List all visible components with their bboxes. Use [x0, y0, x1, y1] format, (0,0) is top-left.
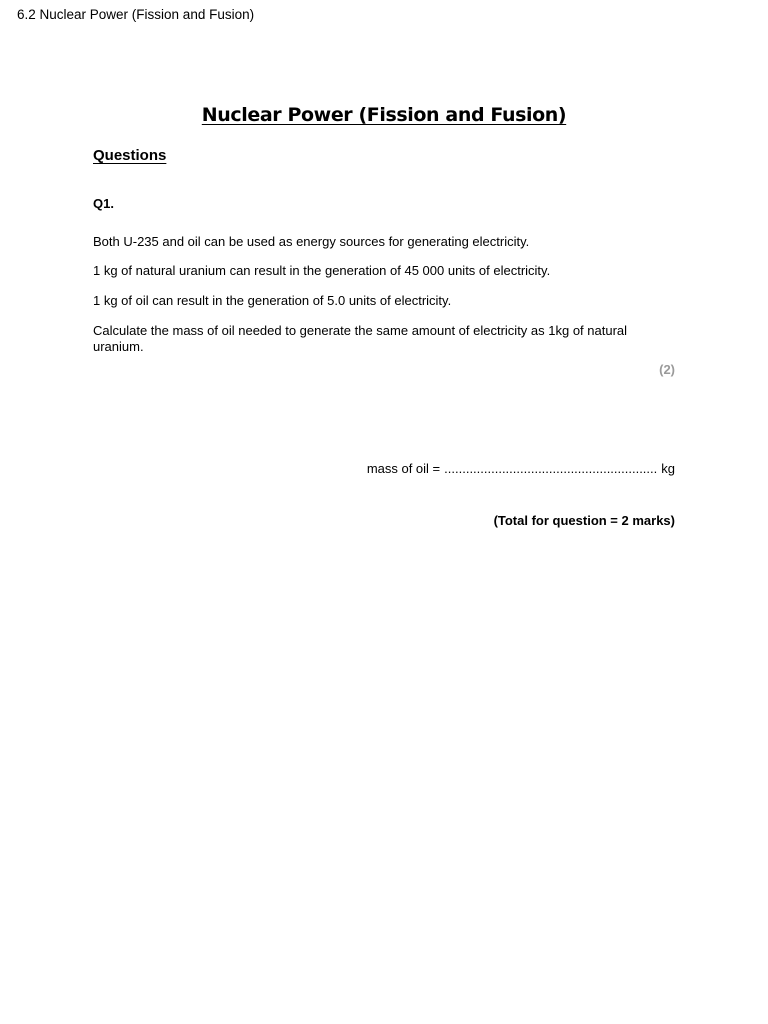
- running-header: 6.2 Nuclear Power (Fission and Fusion): [17, 7, 255, 22]
- marks-indicator: (2): [659, 362, 675, 377]
- answer-line: [367, 461, 675, 477]
- document-title: [0, 102, 768, 128]
- question-total: (Total for question = 2 marks): [493, 513, 675, 528]
- question-text-line: 1 kg of oil can result in the generation of 5.0 units of electricity.: [93, 293, 452, 308]
- answer-label: mass of oil =: [366, 461, 441, 476]
- answer-unit: kg: [661, 461, 675, 476]
- question-number: Q1.: [93, 196, 114, 211]
- section-heading: Questions: [93, 147, 167, 164]
- answer-blank[interactable]: ...........................................................: [444, 461, 658, 476]
- question-text-line: Both U-235 and oil can be used as energy sources for generating electricity.: [93, 234, 530, 249]
- question-text-line: 1 kg of natural uranium can result in the generation of 45 000 units of electricity.: [93, 263, 551, 278]
- question-text-line: Calculate the mass of oil needed to generate the same amount of electricity as 1kg of natural uranium.: [93, 323, 628, 354]
- document-title-text: Nuclear Power (Fission and Fusion): [201, 104, 567, 126]
